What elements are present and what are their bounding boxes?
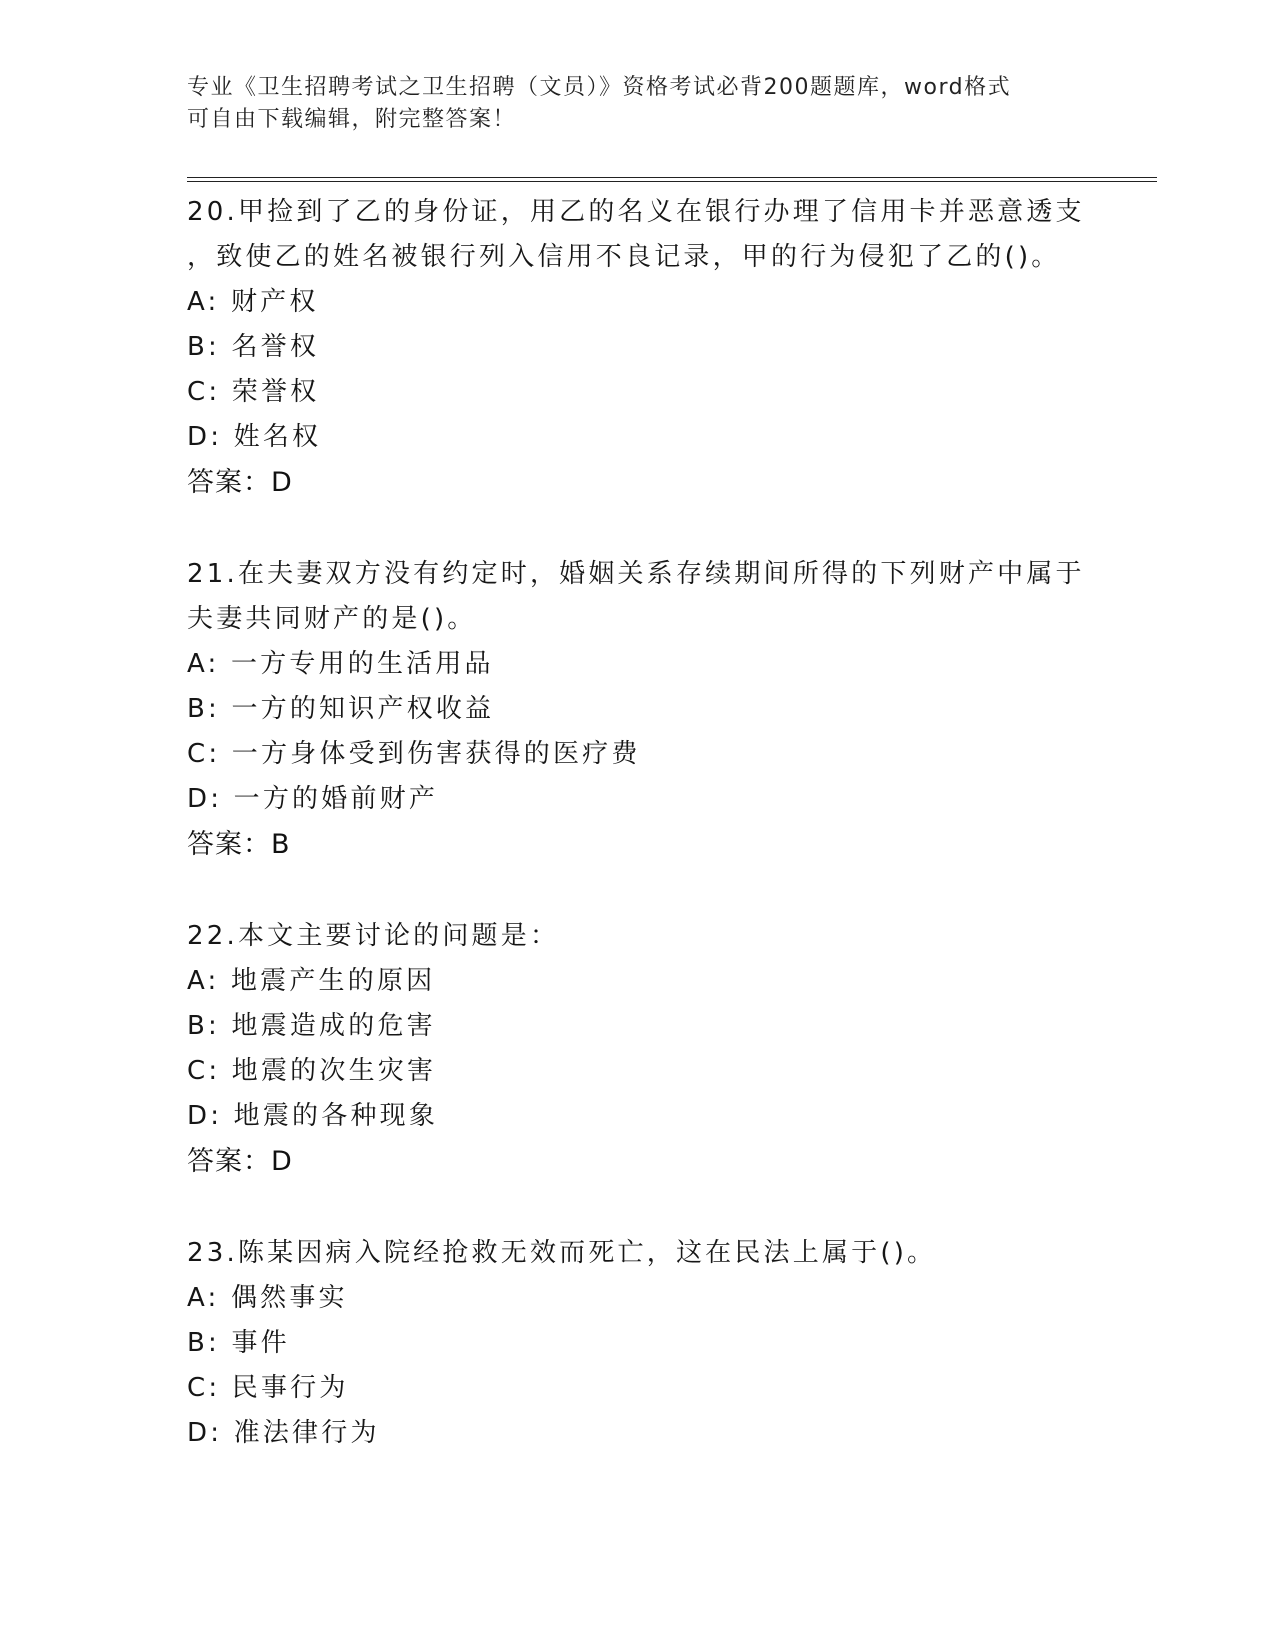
question-spacer	[187, 867, 1157, 914]
question-stem-line: 夫妻共同财产的是()。	[187, 604, 477, 634]
question-stem	[187, 914, 1157, 959]
question-stem	[187, 1231, 1157, 1276]
question-stem-line: ，致使乙的姓名被银行列入信用不良记录，甲的行为侵犯了乙的()。	[187, 242, 1061, 272]
question-spacer	[187, 1184, 1157, 1231]
question-stem-line: 21.在夫妻双方没有约定时，婚姻关系存续期间所得的下列财产中属于	[187, 559, 1085, 589]
option-d: D: 姓名权	[187, 422, 322, 452]
option-c: C: 民事行为	[187, 1373, 349, 1403]
question-stem-line: 20.甲捡到了乙的身份证，用乙的名义在银行办理了信用卡并恶意透支	[187, 197, 1085, 227]
question-22	[187, 914, 1157, 1184]
question-23	[187, 1231, 1157, 1456]
option-d: D: 地震的各种现象	[187, 1101, 439, 1131]
question-21	[187, 552, 1157, 867]
header-line-2: 可自由下载编辑，附完整答案！	[187, 107, 517, 132]
option-a: A: 偶然事实	[187, 1283, 348, 1313]
option-b: B: 一方的知识产权收益	[187, 694, 495, 724]
option-c: C: 地震的次生灾害	[187, 1056, 437, 1086]
option-c: C: 一方身体受到伤害获得的医疗费	[187, 739, 641, 769]
option-d: D: 准法律行为	[187, 1418, 380, 1448]
option-a: A: 一方专用的生活用品	[187, 649, 494, 679]
header-divider	[187, 177, 1157, 182]
option-b: B: 名誉权	[187, 332, 320, 362]
answer: 答案：D	[187, 1146, 293, 1177]
answer: 答案：B	[187, 829, 291, 860]
question-20	[187, 190, 1157, 505]
question-stem	[187, 190, 1157, 280]
question-stem-line: 23.陈某因病入院经抢救无效而死亡，这在民法上属于()。	[187, 1238, 937, 1268]
question-spacer	[187, 505, 1157, 552]
header-line-1: 专业《卫生招聘考试之卫生招聘（文员）》资格考试必背200题题库，word格式	[187, 75, 1012, 100]
option-a: A: 地震产生的原因	[187, 966, 436, 996]
document-header	[187, 72, 1087, 136]
question-stem	[187, 552, 1157, 642]
option-b: B: 事件	[187, 1328, 290, 1358]
answer: 答案：D	[187, 467, 293, 498]
option-c: C: 荣誉权	[187, 377, 320, 407]
option-d: D: 一方的婚前财产	[187, 784, 439, 814]
question-list	[187, 190, 1157, 1456]
question-stem-line: 22.本文主要讨论的问题是：	[187, 921, 560, 951]
option-b: B: 地震造成的危害	[187, 1011, 436, 1041]
option-a: A: 财产权	[187, 287, 319, 317]
